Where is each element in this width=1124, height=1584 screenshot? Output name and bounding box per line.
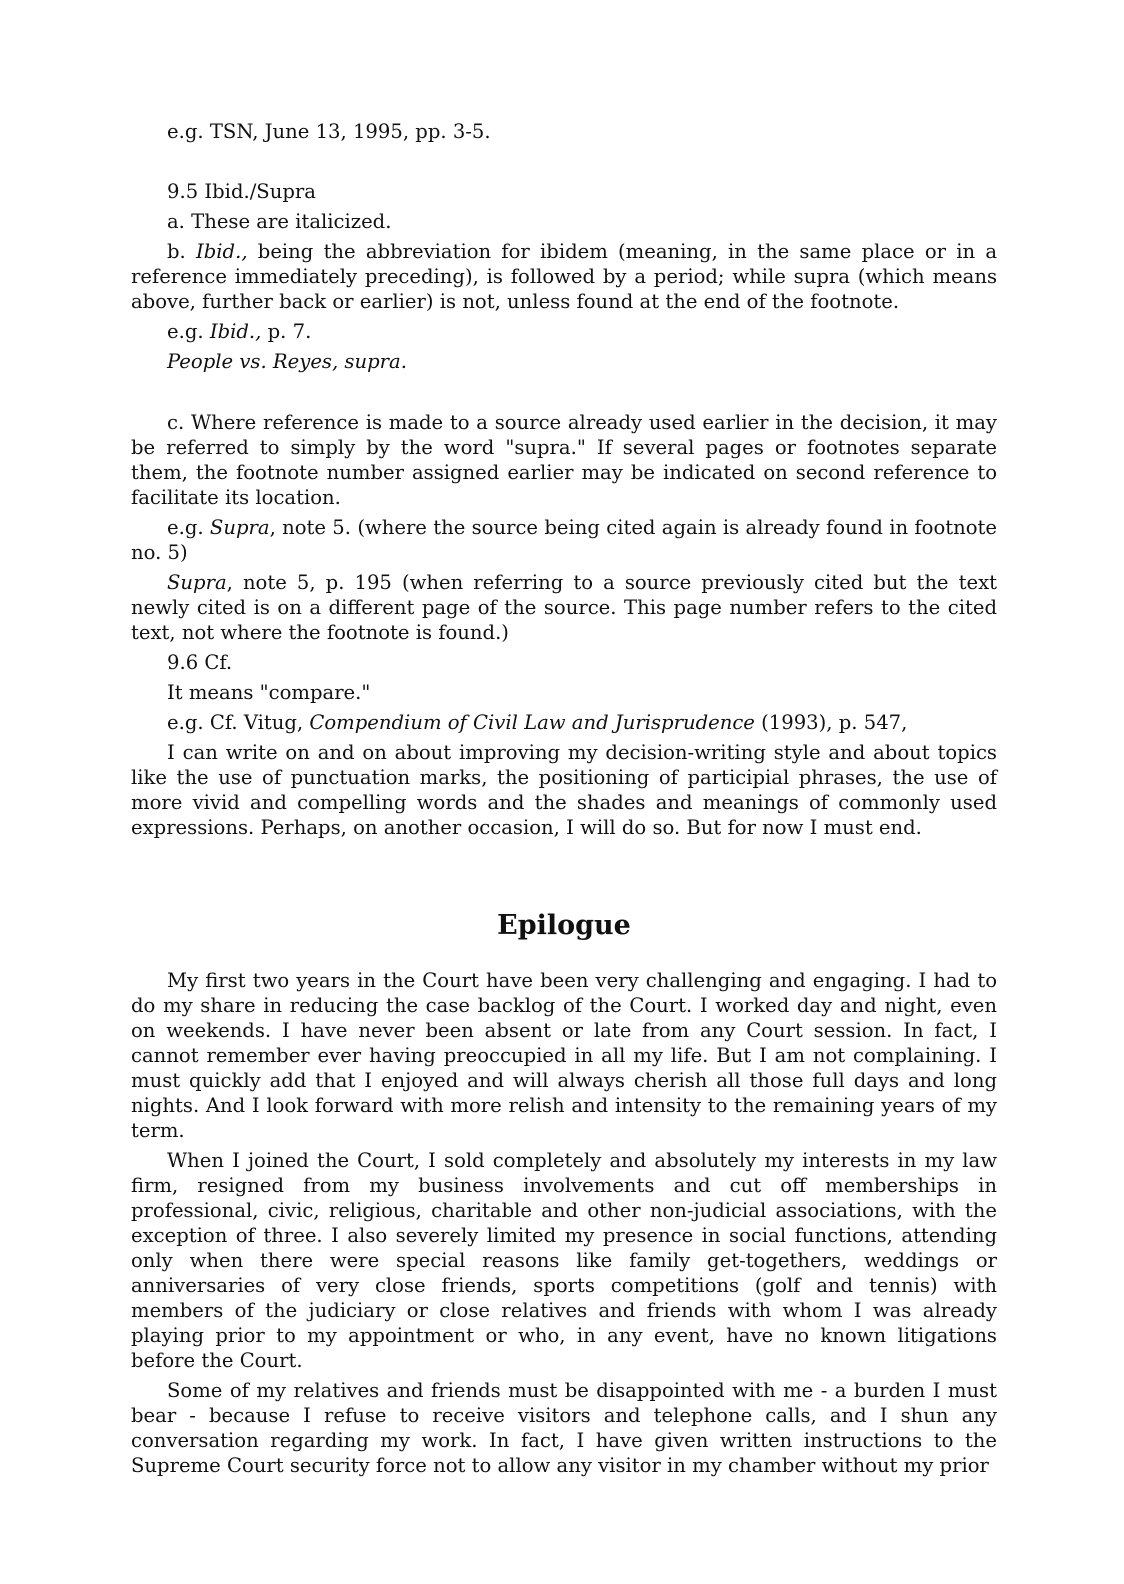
example-supra-page [131,570,997,645]
example-cf-book-title: Compendium of Civil Law and Jurisprudence [309,711,755,734]
section-9-5-heading: 9.5 Ibid./Supra [167,180,316,203]
closing-paragraph: I can write on and on about improving my decision-writing style and about topics like the use of punctuation marks, the positioning of participial phrases, the use of more vivid and compelling words and the shades and meanings of commonly used expressions. Perhaps, on another occasion, I will do so. But for now I must end. [131,741,997,839]
example-ibid-rest: p. 7. [261,320,312,343]
example-supra-italic: Supra [209,516,270,539]
example-people-vs-reyes [131,349,997,374]
section-9-5-item-a: a. These are italicized. [167,210,392,233]
section-9-5-item-b [131,239,997,314]
example-ibid-prefix: e.g. [167,320,210,343]
example-supra-rest: , note 5. (where the source being cited again is already found in footnote no. 5) [131,516,997,564]
example-supra-page-italic: Supra [167,571,227,594]
section-9-6-meaning: It means "compare." [167,681,371,704]
example-cf-vitug [131,710,997,735]
epilogue-paragraph-1: My first two years in the Court have been very challenging and engaging. I had to do my share in reducing the case backlog of the Court. I worked day and night, even on weekends. I have never been absent or late from any Court session. In fact, I cannot remember ever having preoccupied in all my life. But I am not complaining. I must quickly add that I enjoyed and will always cherish all those full days and long nights. And I look forward with more relish and intensity to the remaining years of my term. [131,969,997,1142]
example-ibid [131,319,997,344]
example-tsn: e.g. TSN, June 13, 1995, pp. 3-5. [167,120,491,143]
item-b-text: being the abbreviation for ibidem (meaning, in the same place or in a reference immediately preceding), is followed by a period; while supra (which means above, further back or earlier) is not, unless found at the end of the footnote. [131,240,998,313]
document-page [131,0,997,1478]
example-cf-rest: (1993), p. 547, [754,711,908,734]
item-b-prefix: b. [167,240,196,263]
example-cf-prefix: e.g. Cf. Vitug, [167,711,310,734]
example-supra-page-rest: , note 5, p. 195 (when referring to a source previously cited but the text newly cited is on a different page of the source. This page number refers to the cited text, not where the footnote is found.) [131,571,997,644]
example-ibid-italic: Ibid., [209,320,262,343]
epilogue-paragraph-2: When I joined the Court, I sold completely and absolutely my interests in my law firm, resigned from my business involvements and cut off memberships in professional, civic, religious, charitable and other non-judicial associations, with the exception of three. I also severely limited my presence in social functions, attending only when there were special reasons like family get-togethers, weddings or anniversaries of very close friends, sports competitions (golf and tennis) with members of the judiciary or close relatives and friends with whom I was already playing prior to my appointment or who, in any event, have no known litigations before the Court. [131,1149,997,1372]
item-b-ibid: Ibid., [196,240,248,263]
epilogue-title: Epilogue [497,910,631,941]
epilogue-paragraph-3: Some of my relatives and friends must be disappointed with me - a burden I must bear - because I refuse to receive visitors and telephone calls, and I shun any conversation regarding my work. In fact, I have given written instructions to the Supreme Court security force not to allow any visitor in my chamber without my prior [131,1379,997,1477]
section-9-6-heading: 9.6 Cf. [167,651,233,674]
example-people-vs-reyes-text: People vs. Reyes, supra. [167,350,407,373]
section-9-5-item-c: c. Where reference is made to a source already used earlier in the decision, it may be referred to simply by the word "supra." If several pages or footnotes separate them, the footnote number assigned earlier may be indicated on second reference to facilitate its location. [131,411,997,509]
example-supra-prefix: e.g. [167,516,210,539]
example-supra-note [131,515,997,565]
